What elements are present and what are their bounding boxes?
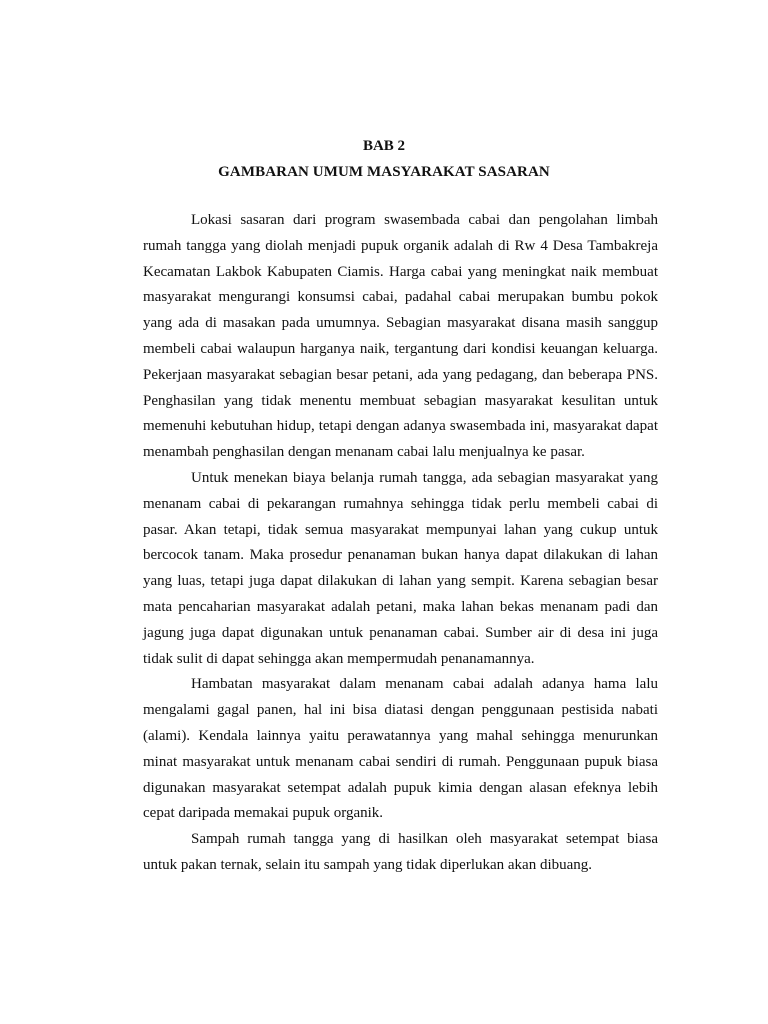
paragraph-2: Untuk menekan biaya belanja rumah tangga, ada sebagian masyarakat yang menanam cabai di pekarangan rumahnya sehingga tidak perlu membeli cabai di pasar. Akan tetapi, tidak semua masyarakat mempunyai lahan yang cukup untuk bercocok tanam. Maka prosedur penanaman bukan hanya dapat dilakukan di lahan yang luas, tetapi juga dapat dilakukan di lahan yang sempit. Karena sebagian besar mata pencaharian masyarakat adalah petani, maka lahan bekas menanam padi dan jagung juga dapat digunakan untuk penanaman cabai. Sumber air di desa ini juga tidak sulit di dapat sehingga akan mempermudah penanamannya.: [143, 469, 658, 667]
document-body: [143, 208, 658, 879]
chapter-heading: BAB 2: [362, 138, 406, 154]
paragraph-3: Hambatan masyarakat dalam menanam cabai adalah adanya hama lalu mengalami gagal panen, hal ini bisa diatasi dengan penggunaan pestisida nabati (alami). Kendala lainnya yaitu perawatannya yang mahal sehingga menurunkan minat masyarakat untuk menanam cabai sendiri di rumah. Penggunaan pupuk biasa digunakan masyarakat setempat adalah pupuk kimia dengan alasan efeknya lebih cepat daripada memakai pupuk organik.: [143, 676, 658, 822]
paragraph-1: Lokasi sasaran dari program swasembada cabai dan pengolahan limbah rumah tangga yang diolah menjadi pupuk organik adalah di Rw 4 Desa Tambakreja Kecamatan Lakbok Kabupaten Ciamis. Harga cabai yang meningkat naik membuat masyarakat mengurangi konsumsi cabai, padahal cabai merupakan bumbu pokok yang ada di masakan pada umumnya. Sebagian masyarakat disana masih sanggup membeli cabai walaupun harganya naik, tergantung dari kondisi keuangan keluarga. Pekerjaan masyarakat sebagian besar petani, ada yang pedagang, dan beberapa PNS. Penghasilan yang tidak menentu membuat sebagian masyarakat kesulitan untuk memenuhi kebutuhan hidup, tetapi dengan adanya swasembada ini, masyarakat dapat menambah penghasilan dengan menanam cabai lalu menjualnya ke pasar.: [143, 212, 658, 461]
section-title: GAMBARAN UMUM MASYARAKAT SASARAN: [218, 164, 550, 180]
paragraph-4: Sampah rumah tangga yang di hasilkan oleh masyarakat setempat biasa untuk pakan ternak, selain itu sampah yang tidak diperlukan akan dibuang.: [143, 831, 658, 873]
